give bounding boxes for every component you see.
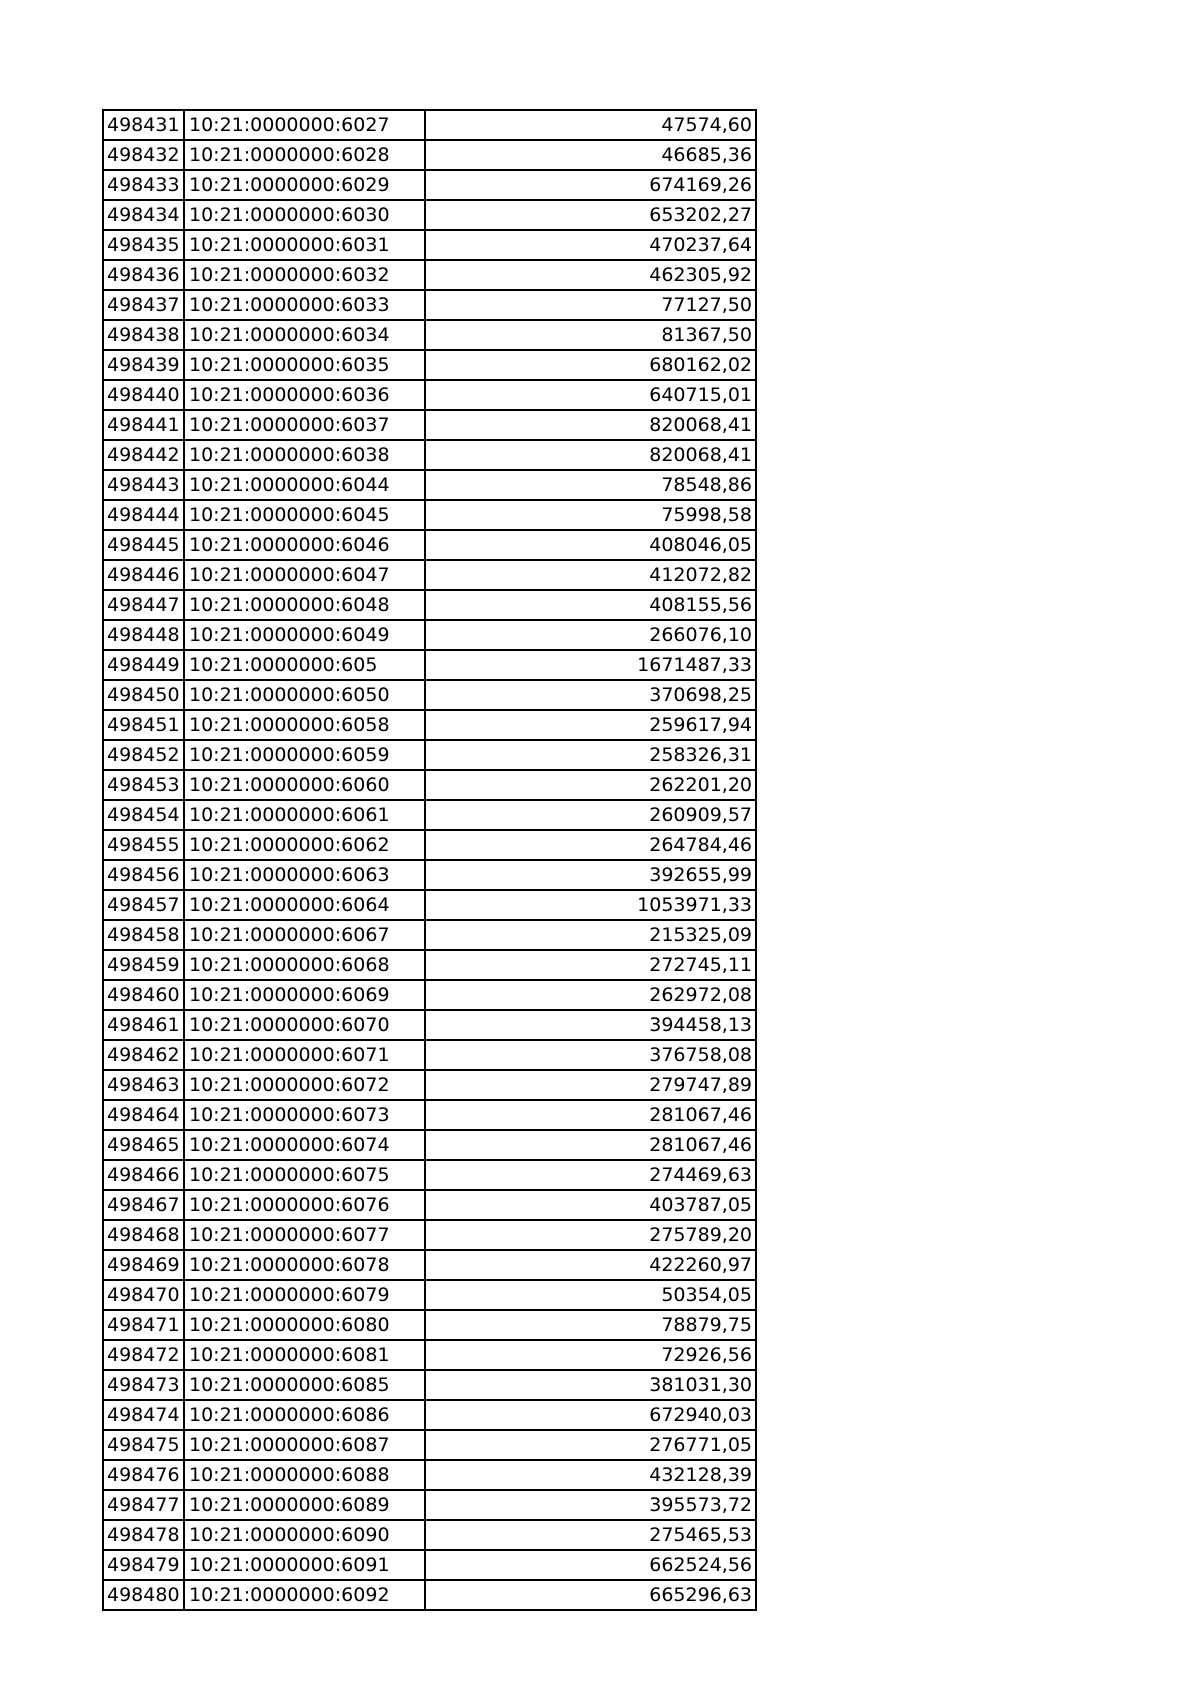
cadastral-number-cell: 10:21:0000000:6079 xyxy=(184,1280,425,1310)
table-row xyxy=(103,500,756,530)
cadastral-number-cell: 10:21:0000000:6074 xyxy=(184,1130,425,1160)
cadastral-value-table xyxy=(102,109,757,1611)
value-cell: 470237,64 xyxy=(425,230,756,260)
table-row xyxy=(103,260,756,290)
table-row xyxy=(103,1430,756,1460)
value-cell: 395573,72 xyxy=(425,1490,756,1520)
value-cell: 432128,39 xyxy=(425,1460,756,1490)
table-row xyxy=(103,1340,756,1370)
value-cell: 275789,20 xyxy=(425,1220,756,1250)
table-row xyxy=(103,1160,756,1190)
value-cell: 370698,25 xyxy=(425,680,756,710)
table-row xyxy=(103,1040,756,1070)
row-number-cell: 498460 xyxy=(103,980,184,1010)
value-cell: 680162,02 xyxy=(425,350,756,380)
cadastral-number-cell: 10:21:0000000:6033 xyxy=(184,290,425,320)
cadastral-number-cell: 10:21:0000000:6090 xyxy=(184,1520,425,1550)
row-number-cell: 498439 xyxy=(103,350,184,380)
row-number-cell: 498447 xyxy=(103,590,184,620)
table-row xyxy=(103,770,756,800)
table-row xyxy=(103,800,756,830)
value-cell: 1053971,33 xyxy=(425,890,756,920)
value-cell: 266076,10 xyxy=(425,620,756,650)
value-cell: 403787,05 xyxy=(425,1190,756,1220)
value-cell: 674169,26 xyxy=(425,170,756,200)
cadastral-number-cell: 10:21:0000000:6091 xyxy=(184,1550,425,1580)
row-number-cell: 498441 xyxy=(103,410,184,440)
value-cell: 78548,86 xyxy=(425,470,756,500)
table-row xyxy=(103,170,756,200)
value-cell: 412072,82 xyxy=(425,560,756,590)
cadastral-number-cell: 10:21:0000000:6049 xyxy=(184,620,425,650)
value-cell: 46685,36 xyxy=(425,140,756,170)
value-cell: 662524,56 xyxy=(425,1550,756,1580)
table-row xyxy=(103,350,756,380)
row-number-cell: 498436 xyxy=(103,260,184,290)
row-number-cell: 498474 xyxy=(103,1400,184,1430)
row-number-cell: 498431 xyxy=(103,110,184,140)
value-cell: 376758,08 xyxy=(425,1040,756,1070)
cadastral-number-cell: 10:21:0000000:6034 xyxy=(184,320,425,350)
table-body xyxy=(103,110,756,1610)
table-row xyxy=(103,980,756,1010)
value-cell: 75998,58 xyxy=(425,500,756,530)
value-cell: 408046,05 xyxy=(425,530,756,560)
cadastral-number-cell: 10:21:0000000:6060 xyxy=(184,770,425,800)
value-cell: 260909,57 xyxy=(425,800,756,830)
cadastral-number-cell: 10:21:0000000:6092 xyxy=(184,1580,425,1610)
row-number-cell: 498470 xyxy=(103,1280,184,1310)
value-cell: 72926,56 xyxy=(425,1340,756,1370)
cadastral-number-cell: 10:21:0000000:6067 xyxy=(184,920,425,950)
cadastral-number-cell: 10:21:0000000:6050 xyxy=(184,680,425,710)
cadastral-number-cell: 10:21:0000000:6030 xyxy=(184,200,425,230)
value-cell: 77127,50 xyxy=(425,290,756,320)
row-number-cell: 498437 xyxy=(103,290,184,320)
cadastral-number-cell: 10:21:0000000:6073 xyxy=(184,1100,425,1130)
row-number-cell: 498471 xyxy=(103,1310,184,1340)
table-row xyxy=(103,200,756,230)
cadastral-number-cell: 10:21:0000000:6031 xyxy=(184,230,425,260)
cadastral-number-cell: 10:21:0000000:6085 xyxy=(184,1370,425,1400)
table-row xyxy=(103,1100,756,1130)
table-row xyxy=(103,1310,756,1340)
row-number-cell: 498445 xyxy=(103,530,184,560)
table-row xyxy=(103,440,756,470)
row-number-cell: 498455 xyxy=(103,830,184,860)
cadastral-number-cell: 10:21:0000000:6080 xyxy=(184,1310,425,1340)
row-number-cell: 498438 xyxy=(103,320,184,350)
value-cell: 462305,92 xyxy=(425,260,756,290)
table-row xyxy=(103,1280,756,1310)
cadastral-number-cell: 10:21:0000000:6087 xyxy=(184,1430,425,1460)
cadastral-number-cell: 10:21:0000000:6071 xyxy=(184,1040,425,1070)
row-number-cell: 498466 xyxy=(103,1160,184,1190)
row-number-cell: 498450 xyxy=(103,680,184,710)
table-row xyxy=(103,890,756,920)
row-number-cell: 498475 xyxy=(103,1430,184,1460)
row-number-cell: 498456 xyxy=(103,860,184,890)
cadastral-number-cell: 10:21:0000000:6029 xyxy=(184,170,425,200)
cadastral-number-cell: 10:21:0000000:6038 xyxy=(184,440,425,470)
cadastral-number-cell: 10:21:0000000:6088 xyxy=(184,1460,425,1490)
cadastral-number-cell: 10:21:0000000:6035 xyxy=(184,350,425,380)
row-number-cell: 498453 xyxy=(103,770,184,800)
cadastral-number-cell: 10:21:0000000:6045 xyxy=(184,500,425,530)
value-cell: 653202,27 xyxy=(425,200,756,230)
row-number-cell: 498469 xyxy=(103,1250,184,1280)
table-row xyxy=(103,590,756,620)
cadastral-number-cell: 10:21:0000000:6068 xyxy=(184,950,425,980)
value-cell: 640715,01 xyxy=(425,380,756,410)
cadastral-number-cell: 10:21:0000000:6058 xyxy=(184,710,425,740)
cadastral-number-cell: 10:21:0000000:6036 xyxy=(184,380,425,410)
table-row xyxy=(103,560,756,590)
value-cell: 408155,56 xyxy=(425,590,756,620)
table-row xyxy=(103,380,756,410)
value-cell: 279747,89 xyxy=(425,1070,756,1100)
table-row xyxy=(103,1220,756,1250)
value-cell: 422260,97 xyxy=(425,1250,756,1280)
value-cell: 215325,09 xyxy=(425,920,756,950)
value-cell: 47574,60 xyxy=(425,110,756,140)
table-row xyxy=(103,680,756,710)
table-row xyxy=(103,650,756,680)
cadastral-number-cell: 10:21:0000000:6081 xyxy=(184,1340,425,1370)
table-row xyxy=(103,740,756,770)
value-cell: 276771,05 xyxy=(425,1430,756,1460)
cadastral-number-cell: 10:21:0000000:6061 xyxy=(184,800,425,830)
row-number-cell: 498454 xyxy=(103,800,184,830)
cadastral-number-cell: 10:21:0000000:6078 xyxy=(184,1250,425,1280)
value-cell: 272745,11 xyxy=(425,950,756,980)
row-number-cell: 498459 xyxy=(103,950,184,980)
row-number-cell: 498480 xyxy=(103,1580,184,1610)
cadastral-number-cell: 10:21:0000000:6064 xyxy=(184,890,425,920)
table-row xyxy=(103,710,756,740)
row-number-cell: 498443 xyxy=(103,470,184,500)
value-cell: 665296,63 xyxy=(425,1580,756,1610)
row-number-cell: 498448 xyxy=(103,620,184,650)
row-number-cell: 498479 xyxy=(103,1550,184,1580)
value-cell: 262201,20 xyxy=(425,770,756,800)
cadastral-number-cell: 10:21:0000000:6063 xyxy=(184,860,425,890)
cadastral-number-cell: 10:21:0000000:6072 xyxy=(184,1070,425,1100)
cadastral-number-cell: 10:21:0000000:6070 xyxy=(184,1010,425,1040)
value-cell: 394458,13 xyxy=(425,1010,756,1040)
row-number-cell: 498476 xyxy=(103,1460,184,1490)
value-cell: 672940,03 xyxy=(425,1400,756,1430)
table-row xyxy=(103,620,756,650)
cadastral-number-cell: 10:21:0000000:6089 xyxy=(184,1490,425,1520)
value-cell: 274469,63 xyxy=(425,1160,756,1190)
value-cell: 275465,53 xyxy=(425,1520,756,1550)
value-cell: 264784,46 xyxy=(425,830,756,860)
table-row xyxy=(103,1520,756,1550)
cadastral-number-cell: 10:21:0000000:6046 xyxy=(184,530,425,560)
table-row xyxy=(103,530,756,560)
cadastral-number-cell: 10:21:0000000:6027 xyxy=(184,110,425,140)
row-number-cell: 498457 xyxy=(103,890,184,920)
document-page xyxy=(102,109,757,1611)
table-row xyxy=(103,110,756,140)
table-row xyxy=(103,1070,756,1100)
cadastral-number-cell: 10:21:0000000:605 xyxy=(184,650,425,680)
table-row xyxy=(103,1130,756,1160)
value-cell: 1671487,33 xyxy=(425,650,756,680)
table-row xyxy=(103,470,756,500)
cadastral-number-cell: 10:21:0000000:6062 xyxy=(184,830,425,860)
cadastral-number-cell: 10:21:0000000:6044 xyxy=(184,470,425,500)
row-number-cell: 498440 xyxy=(103,380,184,410)
table-row xyxy=(103,140,756,170)
value-cell: 258326,31 xyxy=(425,740,756,770)
table-row xyxy=(103,1010,756,1040)
row-number-cell: 498472 xyxy=(103,1340,184,1370)
cadastral-number-cell: 10:21:0000000:6076 xyxy=(184,1190,425,1220)
row-number-cell: 498468 xyxy=(103,1220,184,1250)
cadastral-number-cell: 10:21:0000000:6069 xyxy=(184,980,425,1010)
cadastral-number-cell: 10:21:0000000:6028 xyxy=(184,140,425,170)
value-cell: 259617,94 xyxy=(425,710,756,740)
cadastral-number-cell: 10:21:0000000:6086 xyxy=(184,1400,425,1430)
table-row xyxy=(103,860,756,890)
row-number-cell: 498461 xyxy=(103,1010,184,1040)
row-number-cell: 498444 xyxy=(103,500,184,530)
table-row xyxy=(103,1400,756,1430)
row-number-cell: 498463 xyxy=(103,1070,184,1100)
row-number-cell: 498467 xyxy=(103,1190,184,1220)
table-row xyxy=(103,830,756,860)
cadastral-number-cell: 10:21:0000000:6037 xyxy=(184,410,425,440)
cadastral-number-cell: 10:21:0000000:6047 xyxy=(184,560,425,590)
table-row xyxy=(103,1460,756,1490)
row-number-cell: 498446 xyxy=(103,560,184,590)
table-row xyxy=(103,1250,756,1280)
value-cell: 820068,41 xyxy=(425,440,756,470)
value-cell: 392655,99 xyxy=(425,860,756,890)
row-number-cell: 498434 xyxy=(103,200,184,230)
value-cell: 78879,75 xyxy=(425,1310,756,1340)
value-cell: 381031,30 xyxy=(425,1370,756,1400)
cadastral-number-cell: 10:21:0000000:6059 xyxy=(184,740,425,770)
row-number-cell: 498435 xyxy=(103,230,184,260)
cadastral-number-cell: 10:21:0000000:6075 xyxy=(184,1160,425,1190)
cadastral-number-cell: 10:21:0000000:6077 xyxy=(184,1220,425,1250)
table-row xyxy=(103,410,756,440)
value-cell: 262972,08 xyxy=(425,980,756,1010)
row-number-cell: 498433 xyxy=(103,170,184,200)
table-row xyxy=(103,920,756,950)
row-number-cell: 498458 xyxy=(103,920,184,950)
cadastral-number-cell: 10:21:0000000:6032 xyxy=(184,260,425,290)
value-cell: 81367,50 xyxy=(425,320,756,350)
value-cell: 50354,05 xyxy=(425,1280,756,1310)
row-number-cell: 498449 xyxy=(103,650,184,680)
value-cell: 820068,41 xyxy=(425,410,756,440)
table-row xyxy=(103,1580,756,1610)
row-number-cell: 498442 xyxy=(103,440,184,470)
row-number-cell: 498473 xyxy=(103,1370,184,1400)
table-row xyxy=(103,320,756,350)
cadastral-number-cell: 10:21:0000000:6048 xyxy=(184,590,425,620)
table-row xyxy=(103,1490,756,1520)
row-number-cell: 498451 xyxy=(103,710,184,740)
row-number-cell: 498464 xyxy=(103,1100,184,1130)
table-row xyxy=(103,950,756,980)
table-row xyxy=(103,1370,756,1400)
value-cell: 281067,46 xyxy=(425,1100,756,1130)
table-row xyxy=(103,290,756,320)
row-number-cell: 498477 xyxy=(103,1490,184,1520)
value-cell: 281067,46 xyxy=(425,1130,756,1160)
table-row xyxy=(103,1550,756,1580)
row-number-cell: 498432 xyxy=(103,140,184,170)
row-number-cell: 498478 xyxy=(103,1520,184,1550)
table-row xyxy=(103,1190,756,1220)
table-row xyxy=(103,230,756,260)
row-number-cell: 498452 xyxy=(103,740,184,770)
row-number-cell: 498462 xyxy=(103,1040,184,1070)
row-number-cell: 498465 xyxy=(103,1130,184,1160)
